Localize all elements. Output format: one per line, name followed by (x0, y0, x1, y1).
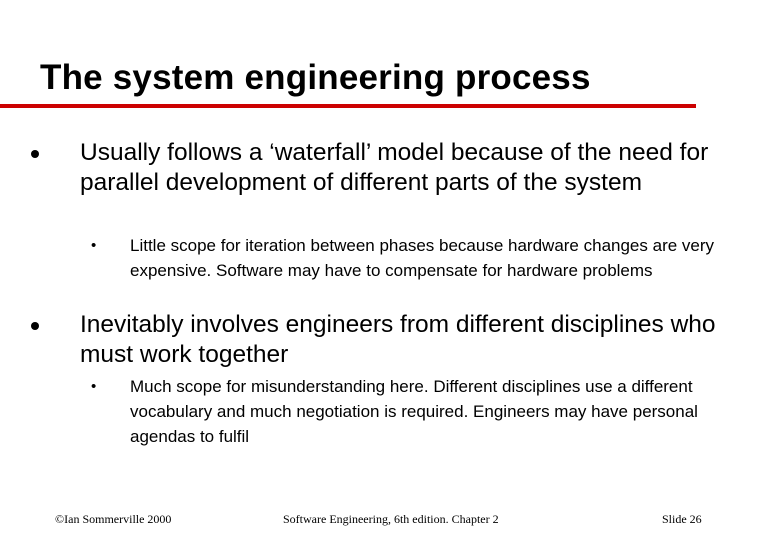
sub-bullet-item: Little scope for iteration between phases because hardware changes are very expensive. Software may have to compensate for hardware problems (130, 236, 715, 280)
bullet-dot-icon (31, 322, 39, 330)
slide-title: The system engineering process (40, 58, 591, 97)
sub-bullet-dot-icon: • (91, 237, 97, 254)
footer-copyright: ©Ian Sommerville 2000 (55, 512, 172, 526)
bullet-item: Usually follows a ‘waterfall’ model because of the need for parallel development of different parts of the system (80, 139, 709, 196)
bullet-dot-icon (31, 150, 39, 158)
footer-book-title: Software Engineering, 6th edition. Chapter 2 (283, 512, 499, 526)
bullet-item: Inevitably involves engineers from different disciplines who must work together (80, 311, 716, 368)
title-underline (0, 104, 696, 108)
footer-slide-number: Slide 26 (662, 512, 702, 526)
sub-bullet-item: Much scope for misunderstanding here. Different disciplines use a different vocabulary and much negotiation is required. Engineers may have personal agendas to fulfil (130, 377, 698, 446)
sub-bullet-dot-icon: • (91, 378, 97, 395)
